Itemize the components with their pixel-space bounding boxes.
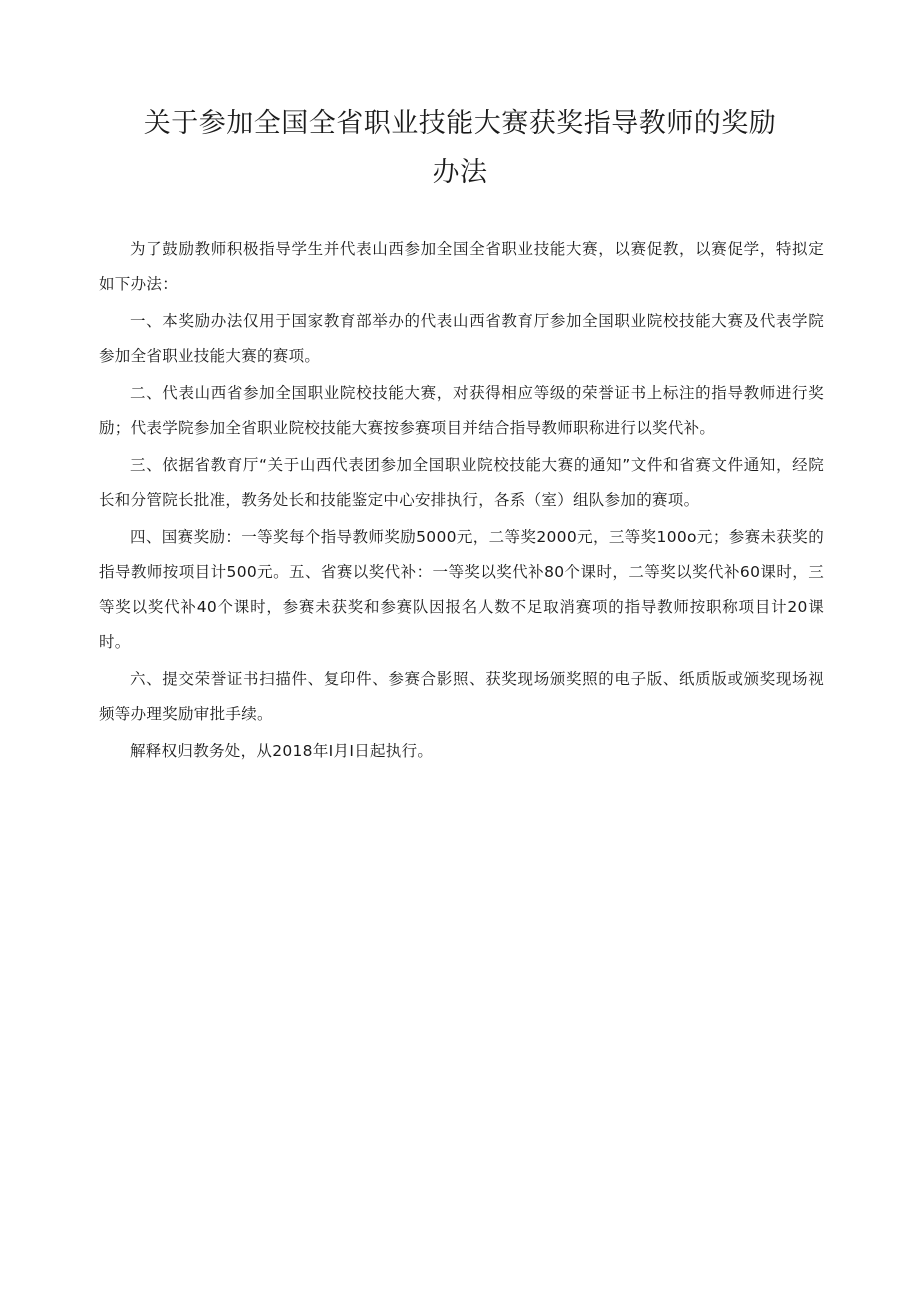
paragraph-effective-date: 解释权归教务处，从2018年I月I日起执行。 bbox=[130, 742, 434, 760]
paragraph-procedures: 六、提交荣誉证书扫描件、复印件、参赛合影照、获奖现场颁奖照的电子版、纸质版或颁奖现场视频等办理奖励审批手续。 bbox=[99, 670, 824, 723]
document-title-line-2: 办法 bbox=[432, 157, 488, 188]
paragraph-intro: 为了鼓励教师积极指导学生并代表山西参加全国全省职业技能大赛，以赛促教，以赛促学，特拟定如下办法： bbox=[99, 240, 824, 293]
paragraph-national-reward: 二、代表山西省参加全国职业院校技能大赛，对获得相应等级的荣誉证书上标注的指导教师进行奖励；代表学院参加全省职业院校技能大赛按参赛项目并结合指导教师职称进行以奖代补。 bbox=[99, 384, 824, 437]
paragraph-scope: 一、本奖励办法仅用于国家教育部举办的代表山西省教育厅参加全国职业院校技能大赛及代表学院参加全省职业技能大赛的赛项。 bbox=[99, 312, 824, 365]
document-title-line-1: 关于参加全国全省职业技能大赛获奖指导教师的奖励 bbox=[143, 108, 777, 139]
document-body bbox=[99, 232, 824, 771]
paragraph-reward-amounts: 四、国赛奖励：一等奖每个指导教师奖励5000元，二等奖2000元，三等奖100o元；参赛未获奖的指导教师按项目计500元。五、省赛以奖代补：一等奖以奖代补80个课时，二等奖以奖代补60课时，三等奖以奖代补40个课时，参赛未获奖和参赛队因报名人数不足取消赛项的指导教师按职称项目计20课时。 bbox=[99, 528, 824, 651]
paragraph-basis: 三、依据省教育厅“关于山西代表团参加全国职业院校技能大赛的通知”文件和省赛文件通知，经院长和分管院长批准，教务处长和技能鉴定中心安排执行，各系（室）组队参加的赛项。 bbox=[99, 456, 824, 509]
